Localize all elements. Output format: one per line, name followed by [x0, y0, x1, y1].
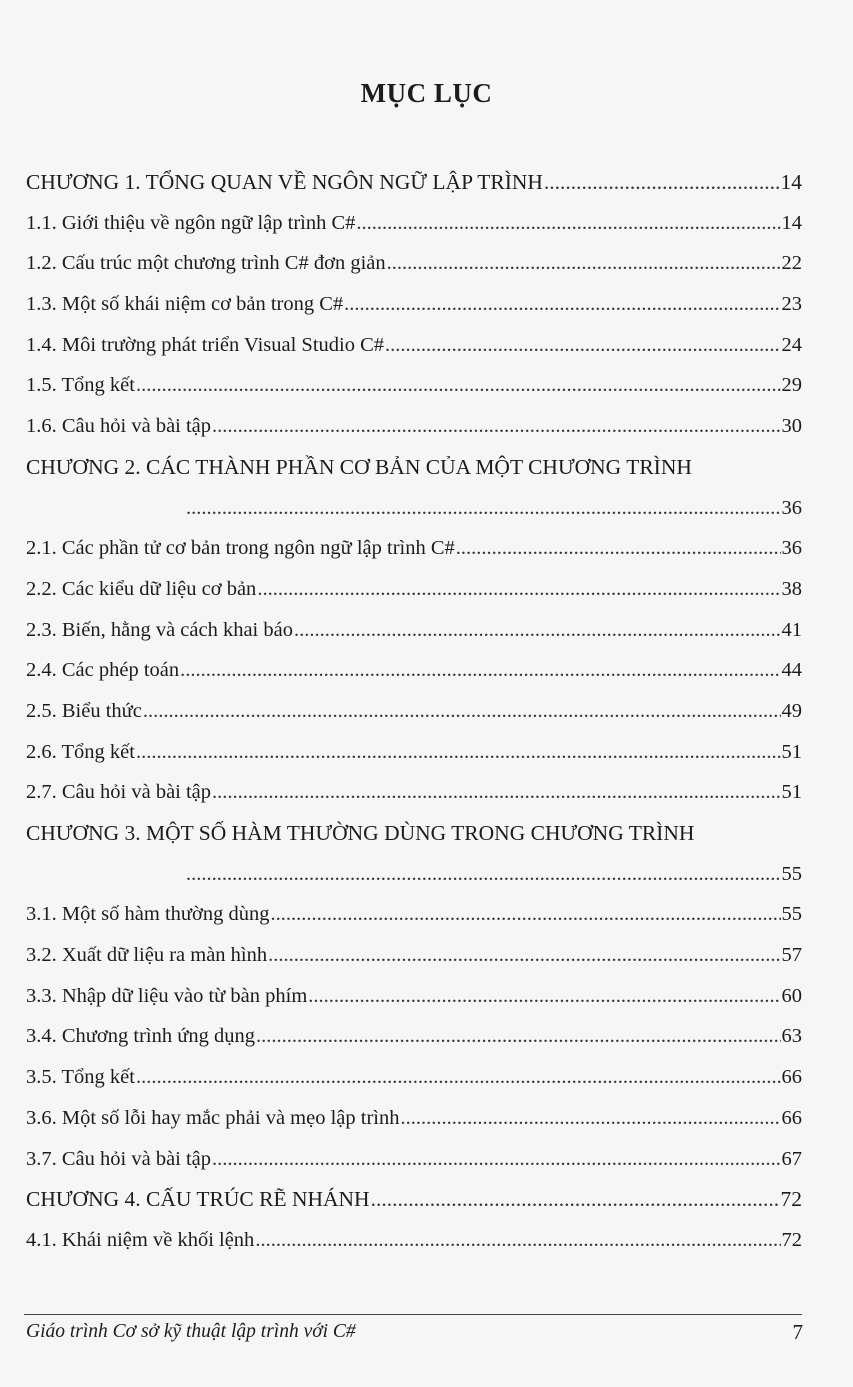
toc-entry-text: CHƯƠNG 1. TỔNG QUAN VỀ NGÔN NGỮ LẬP TRÌNH: [26, 170, 543, 194]
toc-page-number: 60: [781, 984, 802, 1007]
toc-entry-text: 1.5. Tổng kết: [26, 374, 135, 397]
toc-entry[interactable]: [26, 528, 802, 569]
toc-entry[interactable]: [26, 325, 802, 366]
toc-page-number: 38: [781, 577, 802, 600]
dot-leader: [385, 325, 780, 366]
toc-page-number: 66: [781, 1066, 802, 1089]
dot-leader: [400, 1098, 780, 1139]
toc-entry[interactable]: [26, 1057, 802, 1098]
toc-page-number: 36: [781, 496, 802, 519]
dot-leader: [212, 406, 780, 447]
dot-leader: [136, 365, 781, 406]
dot-leader: [387, 243, 781, 284]
toc-page-number: 29: [781, 374, 802, 397]
dot-leader: [270, 894, 780, 935]
dot-leader: [180, 650, 780, 691]
toc-entry-text: 2.3. Biến, hằng và cách khai báo: [26, 618, 293, 641]
toc-page-number: 72: [780, 1187, 802, 1212]
toc-page-number: 30: [781, 415, 802, 438]
toc-entry-text: CHƯƠNG 3. MỘT SỐ HÀM THƯỜNG DÙNG TRONG CHƯƠNG TRÌNH: [26, 821, 695, 845]
toc-entry-text: 3.5. Tổng kết: [26, 1066, 135, 1089]
toc-entry[interactable]: [26, 365, 802, 406]
dot-leader: [212, 772, 780, 813]
dot-leader: [356, 203, 780, 244]
toc-entry-text: 3.4. Chương trình ứng dụng: [26, 1025, 255, 1048]
dot-leader: [544, 162, 780, 203]
dot-leader: [136, 1057, 781, 1098]
toc-page-number: 44: [781, 659, 802, 682]
toc-entry[interactable]: [26, 406, 802, 447]
toc-entry[interactable]: [26, 610, 802, 651]
toc-entry-text: 4.1. Khái niệm về khối lệnh: [26, 1228, 255, 1251]
toc-entry-text: 2.7. Câu hỏi và bài tập: [26, 781, 212, 804]
footer-page-number: 7: [792, 1320, 803, 1344]
toc-entry-text: CHƯƠNG 2. CÁC THÀNH PHẦN CƠ BẢN CỦA MỘT CHƯƠNG TRÌNH: [26, 454, 692, 479]
toc-entry-text: 1.3. Một số khái niệm cơ bản trong C#: [26, 293, 344, 316]
toc-entry[interactable]: [26, 1016, 802, 1057]
toc-entry[interactable]: [26, 935, 802, 976]
toc-entry-text: 2.2. Các kiểu dữ liệu cơ bản: [26, 577, 257, 600]
toc-entry[interactable]: [26, 1139, 802, 1180]
dot-leader: [255, 1220, 780, 1261]
dot-leader: [212, 1139, 780, 1180]
table-of-contents: [26, 162, 802, 1261]
toc-page-number: 23: [781, 293, 802, 316]
toc-entry-text: 2.6. Tổng kết: [26, 740, 135, 763]
toc-page-number: 14: [780, 170, 802, 194]
toc-entry-text: 3.3. Nhập dữ liệu vào từ bàn phím: [26, 984, 308, 1007]
toc-page-number: 66: [781, 1106, 802, 1129]
toc-page-number: 63: [781, 1025, 802, 1048]
dot-leader: [308, 976, 780, 1017]
toc-entry[interactable]: [26, 569, 802, 610]
toc-page-number: 55: [781, 903, 802, 926]
toc-entry[interactable]: [26, 1098, 802, 1139]
toc-chapter-heading[interactable]: [26, 447, 802, 488]
dot-leader: [456, 528, 781, 569]
toc-page-number: 72: [781, 1228, 802, 1251]
toc-page-number: 22: [781, 252, 802, 275]
toc-entry[interactable]: [26, 243, 802, 284]
toc-page-number: 57: [781, 944, 802, 967]
toc-chapter-page-line: [26, 854, 802, 895]
page-title: MỤC LỤC: [360, 78, 493, 108]
toc-entry-text: 3.1. Một số hàm thường dùng: [26, 903, 270, 926]
toc-entry-text: 1.6. Câu hỏi và bài tập: [26, 415, 212, 438]
toc-page-number: 55: [781, 862, 802, 885]
toc-page-number: 51: [781, 781, 802, 804]
toc-entry-text: 1.2. Cấu trúc một chương trình C# đơn giản: [26, 252, 386, 275]
dot-leader: [268, 935, 780, 976]
toc-entry-text: 2.5. Biểu thức: [26, 699, 142, 722]
toc-entry[interactable]: [26, 650, 802, 691]
toc-page-number: 67: [781, 1147, 802, 1170]
toc-page-number: 51: [781, 740, 802, 763]
toc-entry-text: 1.1. Giới thiệu về ngôn ngữ lập trình C#: [26, 211, 356, 234]
toc-entry[interactable]: [26, 691, 802, 732]
toc-page-number: 36: [781, 537, 802, 560]
toc-entry[interactable]: [26, 976, 802, 1017]
toc-page-number: 49: [781, 699, 802, 722]
toc-entry[interactable]: [26, 894, 802, 935]
dot-leader: [257, 569, 780, 610]
toc-entry[interactable]: [26, 772, 802, 813]
dot-leader: [136, 732, 781, 773]
dot-leader: [143, 691, 781, 732]
toc-chapter-heading[interactable]: [26, 813, 802, 854]
toc-entry-text: 3.7. Câu hỏi và bài tập: [26, 1147, 212, 1170]
dot-leader: [344, 284, 780, 325]
footer-divider: [24, 1314, 802, 1315]
dot-leader: [256, 1016, 781, 1057]
toc-chapter-page-line: [26, 488, 802, 529]
toc-chapter-heading[interactable]: [26, 162, 802, 203]
toc-entry[interactable]: [26, 284, 802, 325]
toc-page-number: 14: [781, 211, 802, 234]
toc-entry[interactable]: [26, 203, 802, 244]
footer-book-title: Giáo trình Cơ sở kỹ thuật lập trình với C#: [26, 1321, 356, 1342]
toc-entry-text: CHƯƠNG 4. CẤU TRÚC RẼ NHÁNH: [26, 1187, 370, 1212]
toc-page-number: 24: [781, 333, 802, 356]
toc-entry[interactable]: [26, 1220, 802, 1261]
toc-page-number: 41: [781, 618, 802, 641]
toc-entry[interactable]: [26, 732, 802, 773]
dot-leader: [371, 1179, 780, 1220]
toc-entry-text: 3.6. Một số lỗi hay mắc phải và mẹo lập trình: [26, 1106, 400, 1129]
dot-leader: [294, 610, 781, 651]
toc-entry-text: 1.4. Môi trường phát triển Visual Studio C#: [26, 333, 385, 356]
toc-entry-text: 2.1. Các phần tử cơ bản trong ngôn ngữ lập trình C#: [26, 537, 455, 560]
dot-leader: [186, 854, 781, 895]
dot-leader: [186, 488, 781, 529]
toc-entry-text: 3.2. Xuất dữ liệu ra màn hình: [26, 944, 268, 967]
toc-chapter-heading[interactable]: [26, 1179, 802, 1220]
toc-entry-text: 2.4. Các phép toán: [26, 659, 180, 682]
